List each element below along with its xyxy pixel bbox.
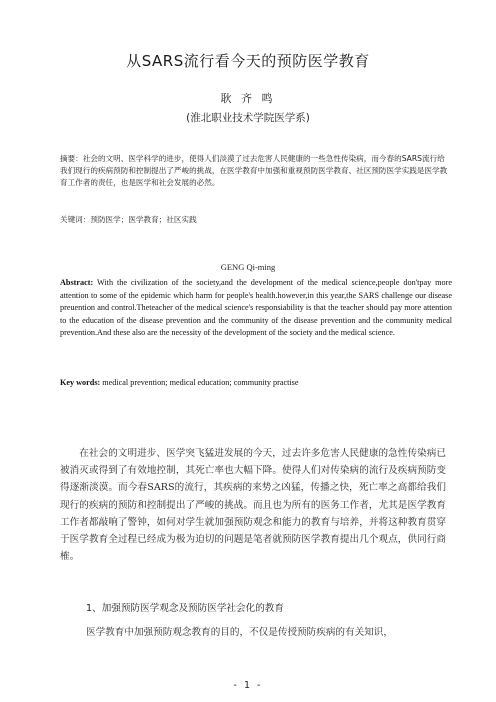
- chinese-keywords-label: 关键词：: [60, 215, 91, 224]
- chinese-keywords: [60, 214, 197, 225]
- chinese-abstract-text: 社会的文明、医学科学的进步，使得人们淡漠了过去危害人民健康的一些急性传染病，而今春的SARS流行给我们现行的疾病预防和控制提出了严峻的挑战，在医学教育中加强和重视预防医学教育、社区预防医学实践是医学教育工作者的责任，也是医学和社会发展的必然。: [60, 154, 448, 188]
- chinese-keywords-text: 预防医学；医学教育；社区实践: [90, 215, 197, 224]
- chinese-abstract: [60, 153, 452, 190]
- english-abstract: [60, 277, 452, 340]
- english-author-name: GENG Qi-ming: [220, 262, 276, 272]
- author-name: 耿 齐 鸣: [220, 92, 276, 105]
- english-keywords-label: Key words:: [60, 378, 101, 387]
- body-paragraph-2: 医学教育中加强预防观念教育的目的，不仅是传授预防疾病的有关知识，: [86, 627, 393, 638]
- author-affiliation: (淮北职业技术学院医学系): [186, 112, 310, 124]
- paper-title: 从SARS流行看今天的预防医学教育: [126, 52, 370, 70]
- english-abstract-text: With the civilization of the society,and the development of the medical science,people don'tpay more attention to some of the epidemic which harm for people's health.however,in this year,the SARS challenge our disease preuention and control.Theteacher of the medical science's responsiability is that the teacher should pay more attention to the education of the disease prevention and the community of the disease prevention and the community medical prevention.And these also are the necessity of the development of the society and the medical science.: [60, 278, 452, 338]
- body-paragraph: [60, 445, 446, 565]
- english-keywords: [60, 378, 452, 387]
- body-paragraph-text: 在社会的文明进步、医学突飞猛进发展的今天，过去许多危害人民健康的急性传染病已被消灭或得到了有效地控制，其死亡率也大幅下降。使得人们对传染病的流行及疾病预防变得逐渐淡漠。而今春SARS的流行，其疾病的来势之凶猛，传播之快，死亡率之高都给我们现行的疾病的预防和控制提出了严峻的挑战。而且也为所有的医务工作者，尤其是医学教育工作者都敲响了警钟，如何对学生就加强预防观念和能力的教育与培养，并将这种教育贯穿于医学教育全过程已经成为极为迫切的问题是笔者就预防医学教育提出几个观点，供同行商榷。: [60, 448, 446, 563]
- chinese-abstract-label: 摘要：: [60, 154, 83, 163]
- english-keywords-text: medical prevention; medical education; community practise: [102, 378, 299, 387]
- section-heading: 1、加强预防医学观念及预防医学社会化的教育: [86, 603, 284, 614]
- english-abstract-label: Abstract:: [60, 278, 94, 287]
- page-number: - 1 -: [233, 680, 263, 691]
